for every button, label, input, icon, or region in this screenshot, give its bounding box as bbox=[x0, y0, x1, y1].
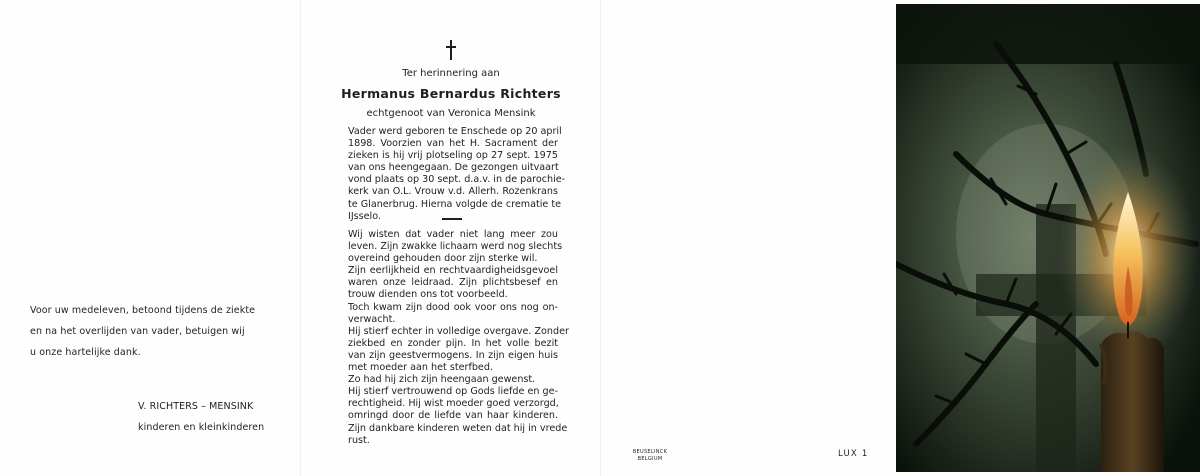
paragraph-line: van zijn geestvermogens. In zijn eigen huis bbox=[348, 349, 558, 361]
obituary-panel bbox=[300, 0, 600, 476]
paragraph-line: 1898. Voorzien van het H. Sacrament der bbox=[348, 138, 558, 150]
biography-paragraph bbox=[348, 126, 566, 223]
paragraph-line: overeind gehouden door zijn sterke wil. bbox=[348, 253, 538, 265]
tribute-paragraph bbox=[348, 229, 569, 447]
paragraph-line: zieken is hij vrij plotseling op 27 sept. 1975 bbox=[348, 150, 558, 162]
signer-family: kinderen en kleinkinderen bbox=[138, 422, 265, 433]
thanks-line: en na het overlijden van vader, betuigen wij bbox=[30, 326, 245, 337]
paragraph-line: Vader werd geboren te Enschede op 20 april bbox=[348, 126, 562, 137]
series-number: LUX 1 bbox=[838, 449, 869, 459]
paragraph-line: leven. Zijn zwakke lichaam werd nog slechts bbox=[348, 241, 563, 253]
paragraph-line: van ons heengegaan. De gezongen uitvaart bbox=[348, 162, 559, 174]
signature-block bbox=[138, 396, 298, 438]
divider bbox=[442, 218, 462, 220]
paragraph-line: Wij wisten dat vader niet lang meer zou bbox=[348, 229, 558, 240]
paragraph-line: ziekbed en zonder pijn. In het volle bezit bbox=[348, 337, 558, 349]
paragraph-line: met moeder aan het sterfbed. bbox=[348, 362, 493, 374]
thanks-line: u onze hartelijke dank. bbox=[30, 347, 141, 358]
cross-icon bbox=[446, 40, 456, 62]
paragraph-line: Zo had hij zich zijn heengaan gewenst. bbox=[348, 374, 536, 386]
candle-photo bbox=[896, 4, 1200, 472]
paragraph-line: omringd door de liefde van haar kinderen. bbox=[348, 410, 558, 422]
in-memory-heading: Ter herinnering aan bbox=[402, 68, 500, 79]
paragraph-line: Toch kwam zijn dood ook voor ons nog on- bbox=[348, 301, 558, 313]
paragraph-line: kerk van O.L. Vrouw v.d. Allerh. Rozenkrans bbox=[348, 186, 558, 198]
spouse-line: echtgenoot van Veronica Mensink bbox=[366, 108, 536, 119]
signer-name: V. RICHTERS – MENSINK bbox=[138, 401, 254, 412]
paragraph-line: Hij stierf echter in volledige overgave. Zonder bbox=[348, 325, 569, 337]
paragraph-line: te Glanerbrug. Hierna volgde de crematie te bbox=[348, 198, 562, 210]
paragraph-line: Zijn dankbare kinderen weten dat hij in vrede bbox=[348, 422, 568, 434]
paragraph-line: Hij stierf vertrouwend op Gods liefde en ge- bbox=[348, 386, 558, 398]
paragraph-line: vond plaats op 30 sept. d.a.v. in de parochie- bbox=[348, 174, 566, 186]
thanks-line: Voor uw medeleven, betoond tijdens de ziekte bbox=[30, 305, 256, 316]
printer-country: BELGIUM bbox=[637, 455, 663, 462]
paragraph-line: rechtigheid. Hij wist moeder goed verzorgd, bbox=[348, 398, 559, 410]
candle-photo-image bbox=[896, 4, 1200, 472]
paragraph-line: Zijn eerlijkheid en rechtvaardigheidsgevoel bbox=[348, 265, 558, 277]
printer-mark bbox=[620, 449, 680, 462]
paragraph-line: trouw dienden ons tot voorbeeld. bbox=[348, 289, 508, 301]
paragraph-line: verwacht. bbox=[348, 313, 396, 325]
deceased-name: Hermanus Bernardus Richters bbox=[341, 86, 561, 101]
printer-name: BEUSELINCK bbox=[632, 449, 668, 455]
thanks-panel bbox=[30, 300, 280, 433]
paragraph-line: waren onze leidraad. Zijn plichtsbesef en bbox=[348, 277, 558, 289]
paragraph-line: IJsselo. bbox=[348, 210, 381, 222]
paragraph-line: rust. bbox=[348, 434, 370, 446]
